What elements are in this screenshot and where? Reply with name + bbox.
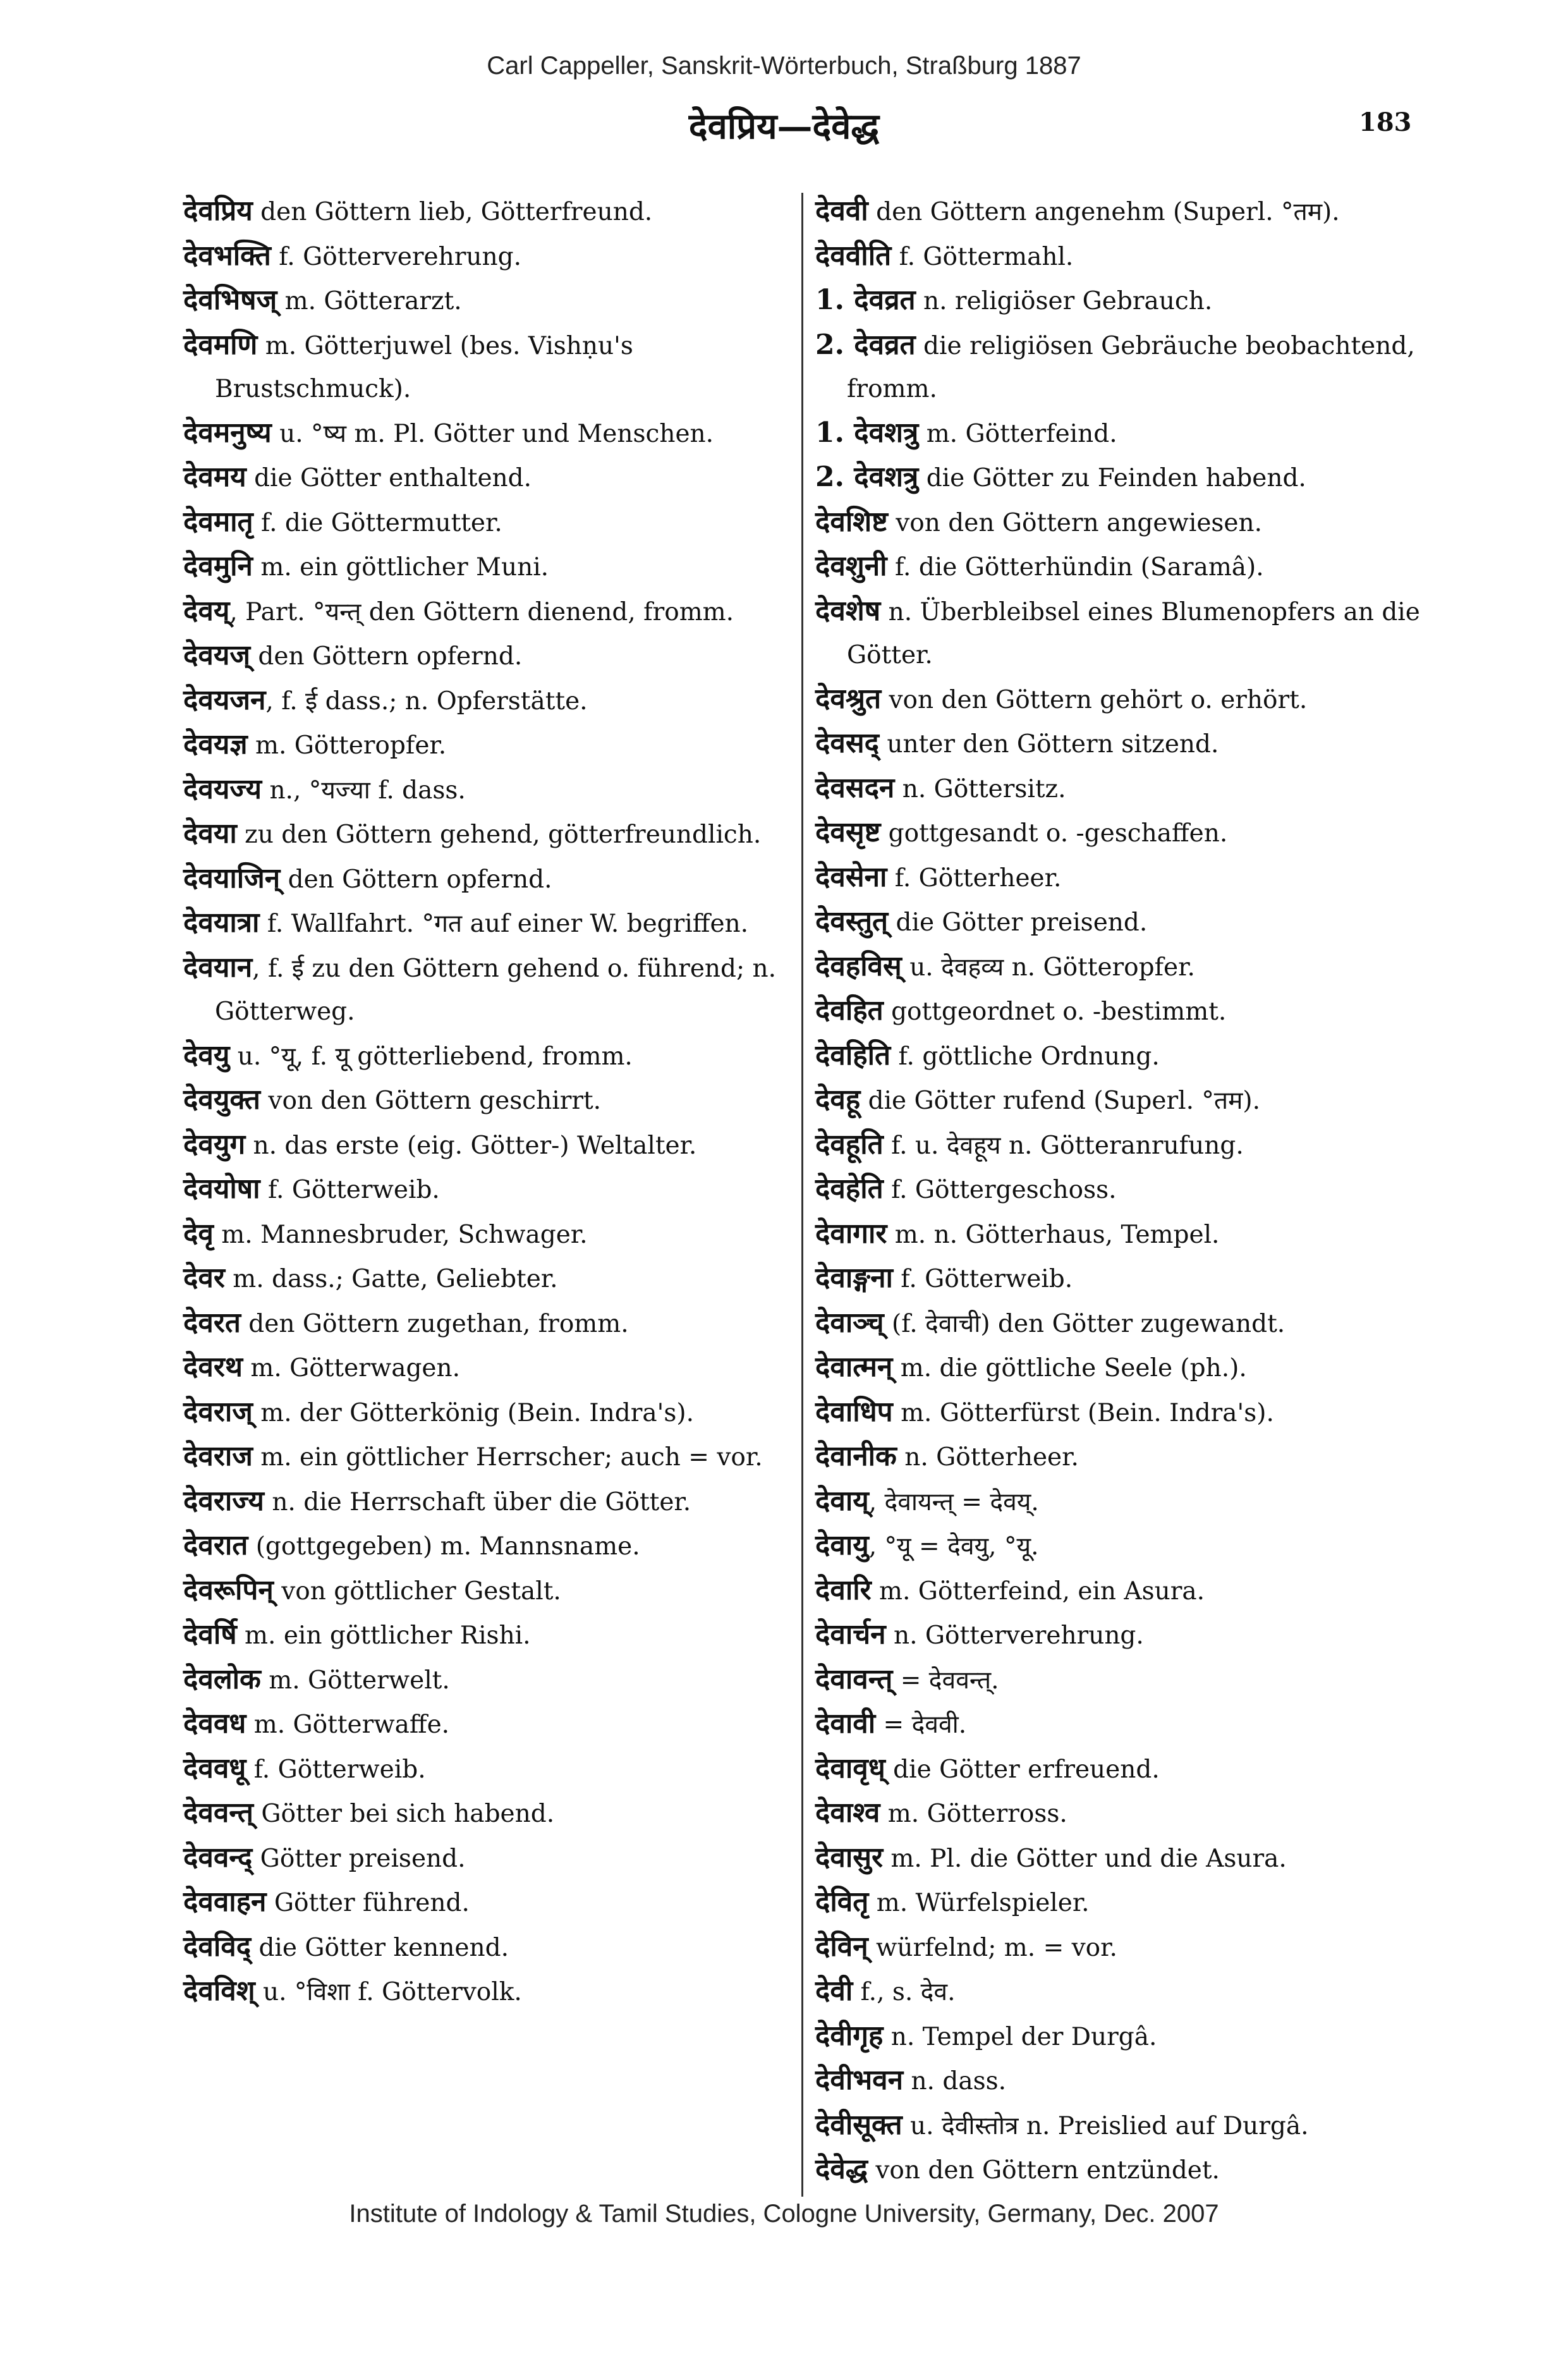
dictionary-entry (183, 279, 803, 324)
dictionary-entry (183, 812, 803, 857)
entry-headword: 1. देवशत्रु (815, 416, 919, 449)
entry-definition: gottgeordnet o. -bestimmt. (883, 997, 1227, 1026)
dictionary-entry (815, 1034, 1435, 1079)
dictionary-entry (183, 545, 803, 590)
entry-definition: f., s. देव. (853, 1978, 956, 2006)
dictionary-entry (815, 1346, 1435, 1391)
dictionary-entry (815, 1078, 1435, 1123)
entry-headword: देवाङ्गना (815, 1262, 893, 1294)
entry-headword: देवराज्य (183, 1484, 264, 1517)
entry-definition: die religiösen Gebräuche beobachtend, fromm. (847, 331, 1415, 403)
entry-headword: देवराज (183, 1440, 253, 1472)
dictionary-entry (815, 190, 1435, 235)
dictionary-entry (815, 1302, 1435, 1346)
entry-headword: देवयुग (183, 1128, 246, 1161)
entry-headword: देवयज्ञ (183, 728, 248, 760)
entry-headword: देववन्त् (183, 1797, 253, 1829)
dictionary-entry (183, 946, 803, 1034)
entry-headword: देवश्रुत (815, 682, 882, 715)
running-head: देवप्रिय—देवेद्ध (688, 106, 880, 147)
dictionary-entry (815, 989, 1435, 1034)
entry-headword: देवविद् (183, 1930, 252, 1963)
dictionary-entry (183, 235, 803, 279)
dictionary-entry (815, 412, 1435, 456)
entry-headword: देवरथ (183, 1351, 243, 1383)
dictionary-entry (815, 545, 1435, 590)
entry-headword: देवभक्ति (183, 239, 271, 272)
dictionary-entry (815, 945, 1435, 990)
entry-definition: die Götter kennend. (251, 1933, 509, 1962)
entry-headword: देवहित (815, 994, 884, 1027)
entry-headword: देवाय् (815, 1484, 869, 1517)
entry-definition: Götter führend. (266, 1889, 470, 1917)
entry-definition: m. Götteropfer. (247, 731, 447, 760)
entry-headword: देववीति (815, 239, 892, 272)
entry-definition: n. Göttersitz. (894, 774, 1066, 803)
dictionary-entry (815, 1881, 1435, 1925)
entry-definition: , देवायन्त् = देवय्. (868, 1487, 1039, 1516)
dictionary-entry (815, 900, 1435, 945)
dictionary-entry (183, 679, 803, 724)
entry-headword: देवावन्त् (815, 1662, 893, 1695)
entry-definition: unter den Göttern sitzend. (878, 730, 1219, 759)
entry-definition: u. °यू, f. यू götterliebend, fromm. (229, 1042, 633, 1071)
dictionary-entry (815, 590, 1435, 678)
entry-headword: देवाञ्च् (815, 1306, 884, 1339)
entry-headword: देवप्रिय (183, 195, 253, 227)
entry-headword: देवमुनि (183, 550, 253, 582)
dictionary-entry (183, 1302, 803, 1346)
header-credit: Carl Cappeller, Sanskrit-Wörterbuch, Straßburg 1887 (487, 52, 1081, 80)
entry-headword: देवासुर (815, 1841, 883, 1874)
dictionary-entry (183, 1791, 803, 1836)
entry-headword: देवावी (815, 1707, 876, 1740)
entry-headword: देवृ (183, 1217, 214, 1250)
entry-definition: die Götter enthaltend. (246, 464, 532, 492)
entry-headword: देवशेष (815, 594, 881, 627)
dictionary-entry (183, 1970, 803, 2015)
dictionary-entry (183, 1435, 803, 1480)
entry-headword: देवराज् (183, 1395, 253, 1428)
page-number: 183 (1359, 107, 1412, 137)
entry-definition: u. °ष्य m. Pl. Götter und Menschen. (271, 419, 714, 448)
dictionary-entry (183, 1168, 803, 1212)
entry-definition: von den Göttern entzündet. (867, 2156, 1220, 2185)
entry-headword: देवयान (183, 951, 253, 984)
entry-headword: देवरत (183, 1306, 241, 1339)
dictionary-entry (183, 590, 803, 635)
dictionary-entry (183, 1480, 803, 1525)
entry-headword: देवरूपिन् (183, 1573, 274, 1606)
entry-headword: देववध (183, 1707, 246, 1740)
entry-definition: m. ein göttlicher Herrscher; auch = vor. (252, 1443, 763, 1472)
entry-headword: देवयजन (183, 683, 266, 716)
dictionary-entry (815, 1747, 1435, 1792)
dictionary-entry (183, 1569, 803, 1614)
entry-headword: देवात्मन् (815, 1351, 893, 1383)
entry-definition: m. ein göttlicher Rishi. (236, 1621, 531, 1650)
entry-headword: देवहविस् (815, 949, 902, 982)
entry-definition: n. Götterverehrung. (885, 1621, 1144, 1650)
entry-headword: देवस्तुत् (815, 905, 889, 937)
entry-definition: würfelnd; m. = vor. (868, 1933, 1117, 1962)
dictionary-entry (815, 1702, 1435, 1747)
entry-headword: देवया (183, 817, 237, 850)
entry-definition: f. Götterweib. (892, 1265, 1073, 1293)
entry-definition: , f. ई dass.; n. Opferstätte. (265, 686, 588, 716)
dictionary-entry (183, 634, 803, 679)
entry-definition: die Götter rufend (Superl. °तम). (860, 1087, 1261, 1115)
dictionary-entry (183, 1881, 803, 1925)
entry-headword: देवहिति (815, 1039, 891, 1071)
entry-headword: 2. देवव्रत (815, 328, 916, 361)
entry-headword: देवानीक (815, 1440, 897, 1472)
entry-definition: n. Götterheer. (896, 1443, 1079, 1472)
dictionary-entry (183, 1925, 803, 1970)
dictionary-entry (183, 723, 803, 768)
dictionary-entry (183, 1391, 803, 1436)
column-divider (801, 193, 803, 2197)
dictionary-entry (183, 501, 803, 546)
entry-definition: f. Wallfahrt. °गत auf einer W. begriffen. (259, 910, 749, 938)
dictionary-entry (183, 901, 803, 946)
dictionary-entry (815, 1925, 1435, 1970)
dictionary-entry (815, 767, 1435, 812)
dictionary-entry (815, 1123, 1435, 1168)
entry-headword: देववधू (183, 1752, 246, 1784)
entry-headword: देवाश्व (815, 1797, 880, 1829)
dictionary-entry (815, 856, 1435, 901)
entry-definition: m. n. Götterhaus, Tempel. (887, 1220, 1220, 1249)
entry-headword: देवसदन (815, 771, 895, 804)
entry-headword: देवयाजिन् (183, 862, 281, 894)
entry-definition: , °यू = देवयु, °यू. (868, 1532, 1039, 1561)
entry-headword: देवमातृ (183, 505, 253, 538)
entry-headword: देवीभवन (815, 2064, 904, 2096)
entry-definition: die Götter zu Feinden habend. (918, 464, 1306, 492)
entry-definition: u. °विशा f. Göttervolk. (255, 1978, 522, 2006)
entry-definition: f. Göttermahl. (891, 242, 1074, 271)
entry-definition: f. u. देवहूय n. Götteranrufung. (883, 1131, 1244, 1160)
dictionary-entry (183, 1034, 803, 1079)
dictionary-entry (815, 1970, 1435, 2015)
entry-headword: देवेद्ध (815, 2153, 868, 2185)
entry-definition: den Göttern angenehm (Superl. °तम). (868, 198, 1340, 226)
entry-definition: u. देवहव्य n. Götteropfer. (901, 953, 1195, 982)
dictionary-entry (183, 1658, 803, 1703)
left-column (183, 190, 803, 2015)
dictionary-entry (815, 2104, 1435, 2149)
dictionary-entry (815, 324, 1435, 412)
right-column (815, 190, 1435, 2193)
dictionary-entry (183, 857, 803, 902)
entry-definition: m. Götterfeind. (918, 419, 1117, 448)
dictionary-entry (815, 1524, 1435, 1569)
dictionary-entry (183, 1257, 803, 1302)
entry-definition: den Göttern zugethan, fromm. (240, 1309, 629, 1338)
entry-definition: n. Tempel der Durgâ. (883, 2022, 1157, 2051)
entry-definition: von den Göttern angewiesen. (887, 508, 1263, 537)
entry-headword: देवसद् (815, 727, 879, 759)
entry-headword: देवीसूक्त (815, 2108, 903, 2141)
dictionary-entry (815, 1435, 1435, 1480)
dictionary-entry (815, 456, 1435, 501)
entry-definition: m. Götterwelt. (260, 1666, 450, 1695)
entry-definition: m. dass.; Gatte, Geliebter. (224, 1265, 558, 1293)
dictionary-entry (183, 1702, 803, 1747)
entry-definition: f. Götterweib. (260, 1176, 440, 1204)
entry-definition: n., °यज्या f. dass. (262, 776, 466, 805)
dictionary-entry (815, 1168, 1435, 1212)
entry-definition: von göttlicher Gestalt. (273, 1577, 561, 1606)
entry-definition: , Part. °यन्त् den Göttern dienend, fromm. (229, 597, 734, 626)
entry-headword: देवविश् (183, 1975, 255, 2007)
entry-definition: m. Götterfeind, ein Asura. (871, 1577, 1205, 1606)
dictionary-entry (183, 412, 803, 456)
entry-headword: देवर्षि (183, 1618, 237, 1650)
entry-headword: देवयोषा (183, 1173, 260, 1205)
entry-headword: देववी (815, 195, 868, 227)
entry-headword: देववन्द् (183, 1841, 253, 1874)
entry-headword: देवमनुष्य (183, 416, 272, 449)
dictionary-entry (183, 456, 803, 501)
dictionary-entry (183, 1524, 803, 1569)
entry-definition: gottgesandt o. -geschaffen. (880, 819, 1228, 848)
dictionary-entry (815, 1658, 1435, 1703)
entry-definition: den Göttern lieb, Götterfreund. (252, 198, 653, 226)
entry-headword: देवयज्य (183, 772, 262, 805)
dictionary-entry (183, 324, 803, 412)
dictionary-entry (183, 1747, 803, 1792)
entry-headword: देववाहन (183, 1886, 267, 1918)
entry-definition: f. Göttergeschoss. (883, 1176, 1117, 1204)
entry-definition: den Göttern opfernd. (250, 642, 523, 671)
dictionary-entry (183, 1346, 803, 1391)
entry-headword: देवायु (815, 1529, 869, 1561)
entry-definition: m. Götterjuwel (bes. Vishṇu's Brustschmuck). (215, 331, 633, 403)
entry-definition: m. Mannesbruder, Schwager. (213, 1220, 588, 1249)
footer-credit: Institute of Indology & Tamil Studies, Cologne University, Germany, Dec. 2007 (349, 2200, 1219, 2228)
entry-headword: देवार्चन (815, 1618, 886, 1650)
entry-definition: f. Götterweib. (246, 1755, 426, 1784)
dictionary-entry (183, 1613, 803, 1658)
dictionary-entry (815, 2015, 1435, 2059)
entry-definition: m. Götterarzt. (277, 287, 462, 315)
entry-definition: m. Pl. die Götter und die Asura. (882, 1844, 1287, 1873)
entry-definition: , f. ई zu den Göttern gehend o. führend; n. Götterweg. (215, 954, 777, 1026)
dictionary-entry (183, 768, 803, 813)
dictionary-entry (183, 1123, 803, 1168)
dictionary-entry (815, 1791, 1435, 1836)
entry-headword: देवशुनी (815, 550, 887, 582)
entry-headword: देवरात (183, 1529, 248, 1561)
entry-definition: (gottgegeben) m. Mannsname. (248, 1532, 640, 1561)
entry-headword: देवलोक (183, 1662, 261, 1695)
entry-headword: देवावृध् (815, 1752, 885, 1784)
entry-definition: f. die Göttermutter. (253, 508, 502, 537)
entry-definition: m. der Götterkönig (Bein. Indra's). (252, 1398, 694, 1427)
entry-definition: m. Götterwagen. (242, 1354, 461, 1382)
entry-headword: देवसेना (815, 860, 887, 893)
entry-headword: देवसृष्ट (815, 816, 881, 848)
entry-definition: n. die Herrschaft über die Götter. (264, 1487, 691, 1516)
entry-definition: n. das erste (eig. Götter-) Weltalter. (245, 1131, 697, 1160)
dictionary-entry (815, 1257, 1435, 1302)
dictionary-entry (815, 1480, 1435, 1525)
entry-definition: = देववन्त्. (892, 1666, 999, 1695)
entry-definition: n. religiöser Gebrauch. (915, 287, 1213, 315)
entry-definition: m. Götterross. (880, 1800, 1067, 1828)
dictionary-entry (183, 1078, 803, 1123)
entry-definition: f. Götterverehrung. (270, 242, 521, 271)
entry-headword: देवय् (183, 594, 230, 627)
entry-definition: m. Götterwaffe. (246, 1711, 450, 1739)
entry-headword: देवयुक्त (183, 1083, 261, 1116)
dictionary-entry (183, 1212, 803, 1257)
entry-definition: n. Überbleibsel eines Blumenopfers an die Götter. (847, 597, 1420, 669)
entry-definition: = देववी. (875, 1711, 967, 1739)
entry-headword: देवयज् (183, 639, 250, 671)
dictionary-entry (815, 2148, 1435, 2193)
dictionary-entry (815, 235, 1435, 279)
entry-definition: n. dass. (903, 2067, 1006, 2096)
entry-headword: देवहूति (815, 1128, 884, 1161)
dictionary-entry (183, 190, 803, 235)
dictionary-entry (815, 811, 1435, 856)
dictionary-entry (815, 1569, 1435, 1614)
dictionary-entry (815, 1391, 1435, 1436)
entry-headword: देवागार (815, 1217, 887, 1250)
entry-definition: Götter preisend. (252, 1844, 466, 1873)
entry-headword: 1. देवव्रत (815, 284, 916, 316)
entry-headword: देवमणि (183, 328, 258, 361)
entry-definition: von den Göttern gehört o. erhört. (881, 685, 1308, 714)
entry-definition: (f. देवाची) den Götter zugewandt. (884, 1309, 1285, 1338)
entry-headword: देवहू (815, 1083, 861, 1116)
entry-headword: 2. देवशत्रु (815, 461, 919, 493)
dictionary-entry (815, 501, 1435, 546)
entry-definition: die Götter preisend. (888, 908, 1148, 937)
entry-definition: f. die Götterhündin (Saramâ). (887, 553, 1264, 582)
entry-definition: m. Würfelspieler. (868, 1889, 1090, 1917)
entry-definition: m. ein göttlicher Muni. (252, 553, 549, 582)
entry-headword: देविन् (815, 1930, 868, 1963)
entry-headword: देवयु (183, 1039, 230, 1071)
entry-definition: den Göttern opfernd. (280, 865, 552, 894)
entry-headword: देवर (183, 1262, 225, 1294)
entry-definition: f. göttliche Ordnung. (890, 1042, 1160, 1071)
entry-headword: देवयात्रा (183, 906, 260, 939)
entry-headword: देवभिषज् (183, 284, 277, 316)
dictionary-entry (183, 1836, 803, 1881)
entry-definition: m. Götterfürst (Bein. Indra's). (892, 1398, 1274, 1427)
dictionary-entry (815, 279, 1435, 324)
entry-definition: von den Göttern geschirrt. (260, 1087, 602, 1115)
entry-headword: देवमय (183, 461, 246, 493)
entry-definition: u. देवीस्तोत्र n. Preislied auf Durgâ. (902, 2111, 1309, 2140)
dictionary-entry (815, 678, 1435, 723)
entry-headword: देवीगृह (815, 2019, 884, 2052)
entry-definition: m. die göttliche Seele (ph.). (892, 1354, 1247, 1382)
entry-definition: die Götter erfreuend. (885, 1755, 1160, 1784)
entry-headword: देवारि (815, 1573, 872, 1606)
entry-headword: देवाधिप (815, 1395, 893, 1428)
entry-headword: देवितृ (815, 1886, 869, 1918)
dictionary-entry (815, 1836, 1435, 1881)
dictionary-entry (815, 1212, 1435, 1257)
entry-definition: f. Götterheer. (887, 863, 1062, 893)
entry-definition: zu den Göttern gehend, götterfreundlich. (236, 821, 762, 849)
dictionary-entry (815, 722, 1435, 767)
dictionary-entry (815, 2059, 1435, 2104)
dictionary-entry (815, 1613, 1435, 1658)
entry-headword: देवशिष्ट (815, 505, 888, 538)
entry-headword: देवहेति (815, 1173, 884, 1205)
entry-definition: Götter bei sich habend. (253, 1800, 555, 1828)
entry-headword: देवी (815, 1975, 853, 2007)
